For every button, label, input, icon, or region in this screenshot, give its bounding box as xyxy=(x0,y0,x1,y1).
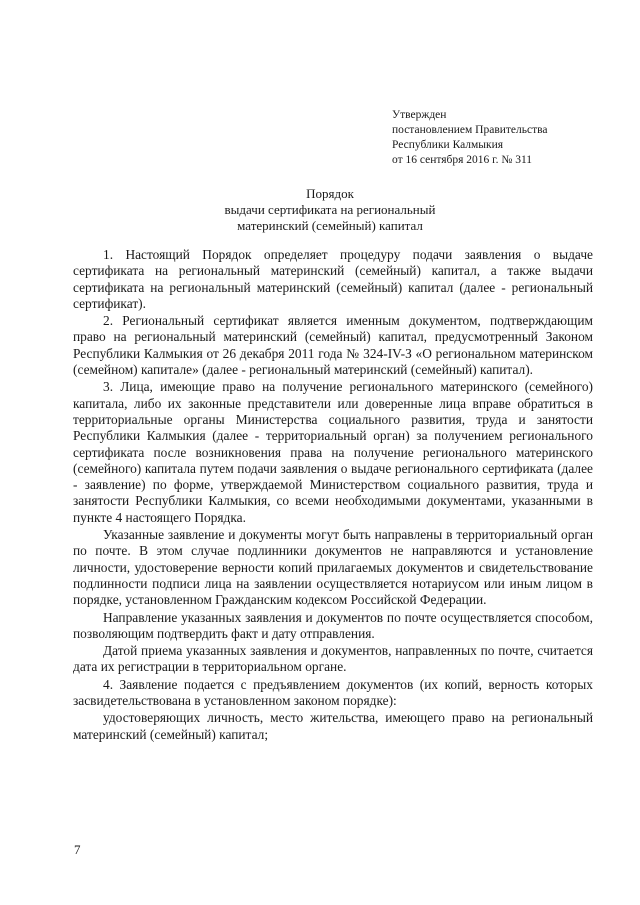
page-number: 7 xyxy=(74,842,81,857)
approval-line: постановлением Правительства xyxy=(392,124,548,136)
approval-line: от 16 сентября 2016 г. № 311 xyxy=(392,154,533,166)
paragraph: Датой приема указанных заявления и документов, направленных по почте, считается дата их регистрации в территориальном органе. xyxy=(73,643,593,675)
title-line: Порядок xyxy=(306,186,354,201)
paragraph: 4. Заявление подается с предъявлением документов (их копий, верность которых засвидетельствована в установленном законом порядке): xyxy=(73,676,593,709)
document-body xyxy=(73,247,593,744)
approval-line: Утвержден xyxy=(392,109,447,121)
paragraph: удостоверяющих личность, место жительства, имеющего право на региональный материнский (семейный) капитал; xyxy=(73,710,593,742)
paragraph: 2. Региональный сертификат является именным документом, подтверждающим право на региональный материнский (семейный) капитал, предусмотренный Законом Республики Калмыкия от 26 декабря 2011 года № 324-IV-З «О региональном материнском (семейном) капитале» (далее - региональный материнский (семейный) капитал). xyxy=(73,313,593,378)
paragraph: Направление указанных заявления и документов по почте осуществляется способом, позволяющим подтвердить факт и дату отправления. xyxy=(73,609,593,641)
paragraph: 1. Настоящий Порядок определяет процедуру подачи заявления о выдаче сертификата на региональный материнский (семейный) капитал, а также выдачи сертификата на региональный материнский (семейный) капитал (далее - региональный сертификат). xyxy=(73,247,593,311)
paragraph: 3. Лица, имеющие право на получение регионального материнского (семейного) капитала, либо их законные представители или доверенные лица вправе обратиться в территориальные органы Министерства социального развития, труда и занятости Республики Калмыкия (далее - территориальный орган) за получением регионального сертификата после возникновения права на получение регионального материнского (семейного) капитала путем подачи заявления о выдаче регионального сертификата (далее - заявление) по форме, утверждаемой Министерством социального развития, труда и занятости Республики Калмыкия, со всеми необходимыми документами, указанными в пункте 4 настоящего Порядка. xyxy=(73,379,593,525)
approval-stamp xyxy=(392,108,622,168)
document-title xyxy=(150,186,510,234)
title-line: материнский (семейный) капитал xyxy=(237,218,423,233)
paragraph: Указанные заявление и документы могут быть направлены в территориальный орган по почте. В этом случае подлинники документов не направляются и установление личности, удостоверение верности копий прилагаемых документов и свидетельствование подлинности подписи лица на заявлении осуществляется нотариусом или иным лицом в порядке, установленном Гражданским кодексом Российской Федерации. xyxy=(73,527,593,608)
title-line: выдачи сертификата на региональный xyxy=(224,202,436,217)
approval-line: Республики Калмыкия xyxy=(392,139,504,151)
